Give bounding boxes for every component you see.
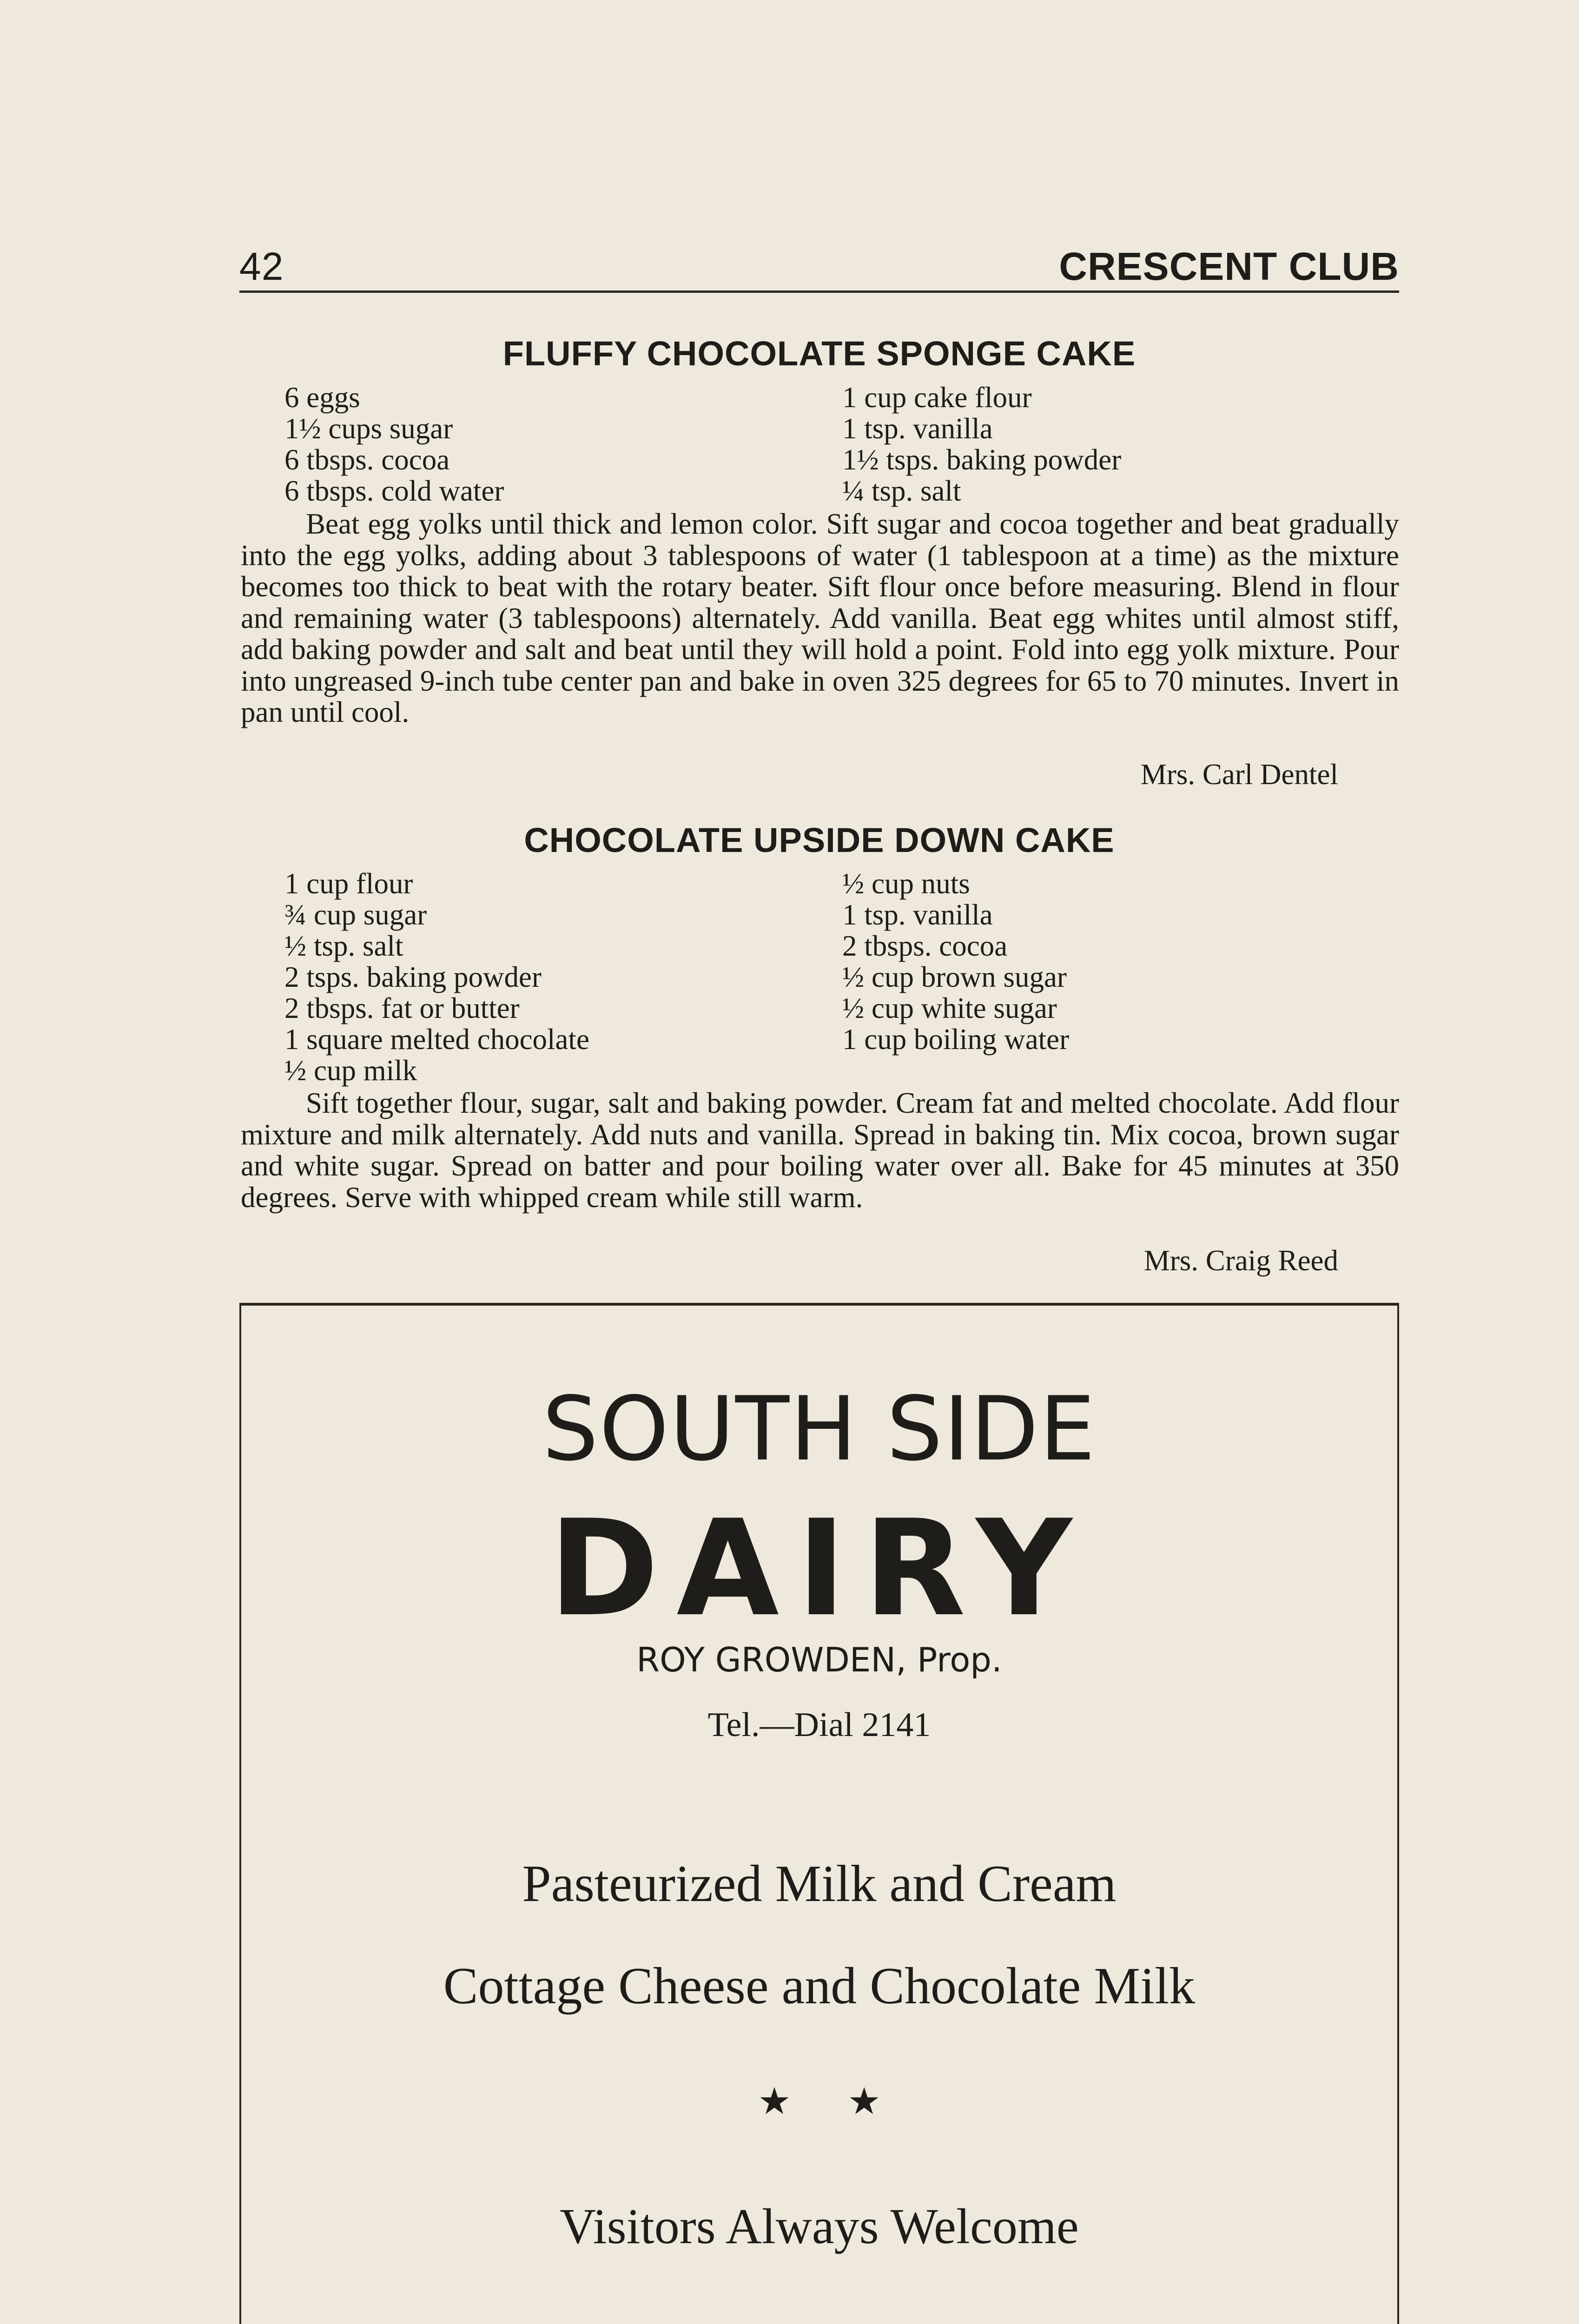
ingredient-item: ½ cup white sugar — [842, 992, 1057, 1024]
ingredient-item: 1 cup flour — [284, 867, 413, 900]
ad-business-name-line2: DAIRY — [548, 1492, 1090, 1646]
ingredient-item: 1 tsp. vanilla — [842, 898, 993, 931]
ingredient-item: 2 tbsps. cocoa — [842, 930, 1008, 962]
ingredient-item: ½ cup nuts — [842, 867, 970, 900]
ad-tagline: Visitors Always Welcome — [560, 2199, 1079, 2254]
ingredient-item: 1 cup boiling water — [842, 1023, 1070, 1056]
ingredient-item: 1½ tsps. baking powder — [842, 443, 1122, 476]
page-number: 42 — [239, 244, 284, 288]
ingredient-item: 1½ cups sugar — [284, 412, 453, 445]
ingredient-list-right — [842, 382, 1121, 507]
ad-telephone: Tel.—Dial 2141 — [707, 1706, 931, 1744]
recipe-method: Sift together flour, sugar, salt and baking powder. Cream fat and melted chocolate. Add flour mixture and milk alternately. Add nuts and vanilla. Spread in baking tin. Mix cocoa, brown sugar and white sugar. Spread on batter and pour boiling water over all. Bake for 45 minutes at 350 degrees. Serve with whipped cream while still warm. — [241, 1087, 1399, 1214]
ingredient-item: 6 tbsps. cocoa — [284, 443, 450, 476]
recipe-title: CHOCOLATE UPSIDE DOWN CAKE — [524, 821, 1115, 859]
ingredient-item: ¾ cup sugar — [284, 898, 427, 931]
star-icon: ★ — [758, 2080, 791, 2123]
ad-proprietor: ROY GROWDEN, Prop. — [636, 1640, 1002, 1679]
ingredient-item: ½ cup milk — [284, 1054, 417, 1087]
recipe-method: Beat egg yolks until thick and lemon color. Sift sugar and cocoa together and beat gradually into the egg yolks, adding about 3 tablespoons of water (1 tablespoon at a time) as the mixture becomes too thick to beat with the rotary beater. Sift flour once before measuring. Blend in flour and remaining water (3 tablespoons) alternately. Add vanilla. Beat egg whites until almost stiff, add baking powder and salt and beat until they will hold a point. Fold into egg yolk mixture. Pour into ungreased 9-inch tube center pan and bake in oven 325 degrees for 65 to 70 minutes. Invert in pan until cool. — [241, 508, 1399, 728]
star-icon: ★ — [847, 2080, 881, 2123]
ingredient-item: 2 tsps. baking powder — [284, 961, 542, 993]
recipe-title: FLUFFY CHOCOLATE SPONGE CAKE — [502, 334, 1136, 373]
header-rule — [239, 290, 1399, 293]
ingredient-item: 1 cup cake flour — [842, 381, 1032, 414]
ad-product-line1: Pasteurized Milk and Cream — [522, 1855, 1117, 1913]
ingredient-item: 2 tbsps. fat or butter — [284, 992, 520, 1024]
ad-product-line2: Cottage Cheese and Chocolate Milk — [443, 1957, 1196, 2015]
ingredient-list-left — [284, 868, 589, 1086]
ingredient-item: 6 eggs — [284, 381, 360, 414]
recipe-contributor: Mrs. Craig Reed — [1143, 1244, 1338, 1277]
ingredient-item: ¼ tsp. salt — [842, 475, 961, 507]
running-header — [239, 237, 1399, 293]
ingredient-list-left — [284, 382, 504, 507]
ingredient-item: ½ tsp. salt — [284, 930, 403, 962]
ingredient-item: 6 tbsps. cold water — [284, 475, 504, 507]
ingredient-item: 1 square melted chocolate — [284, 1023, 589, 1056]
recipe-contributor: Mrs. Carl Dentel — [1140, 758, 1338, 791]
ingredient-list-right — [842, 868, 1069, 1055]
ingredient-item: 1 tsp. vanilla — [842, 412, 993, 445]
ad-business-name-line1: SOUTH SIDE — [542, 1378, 1097, 1480]
publication-title: CRESCENT CLUB — [1059, 244, 1399, 288]
dairy-advertisement — [239, 1303, 1399, 2324]
ingredient-item: ½ cup brown sugar — [842, 961, 1067, 993]
ad-stars — [241, 2080, 1397, 2123]
